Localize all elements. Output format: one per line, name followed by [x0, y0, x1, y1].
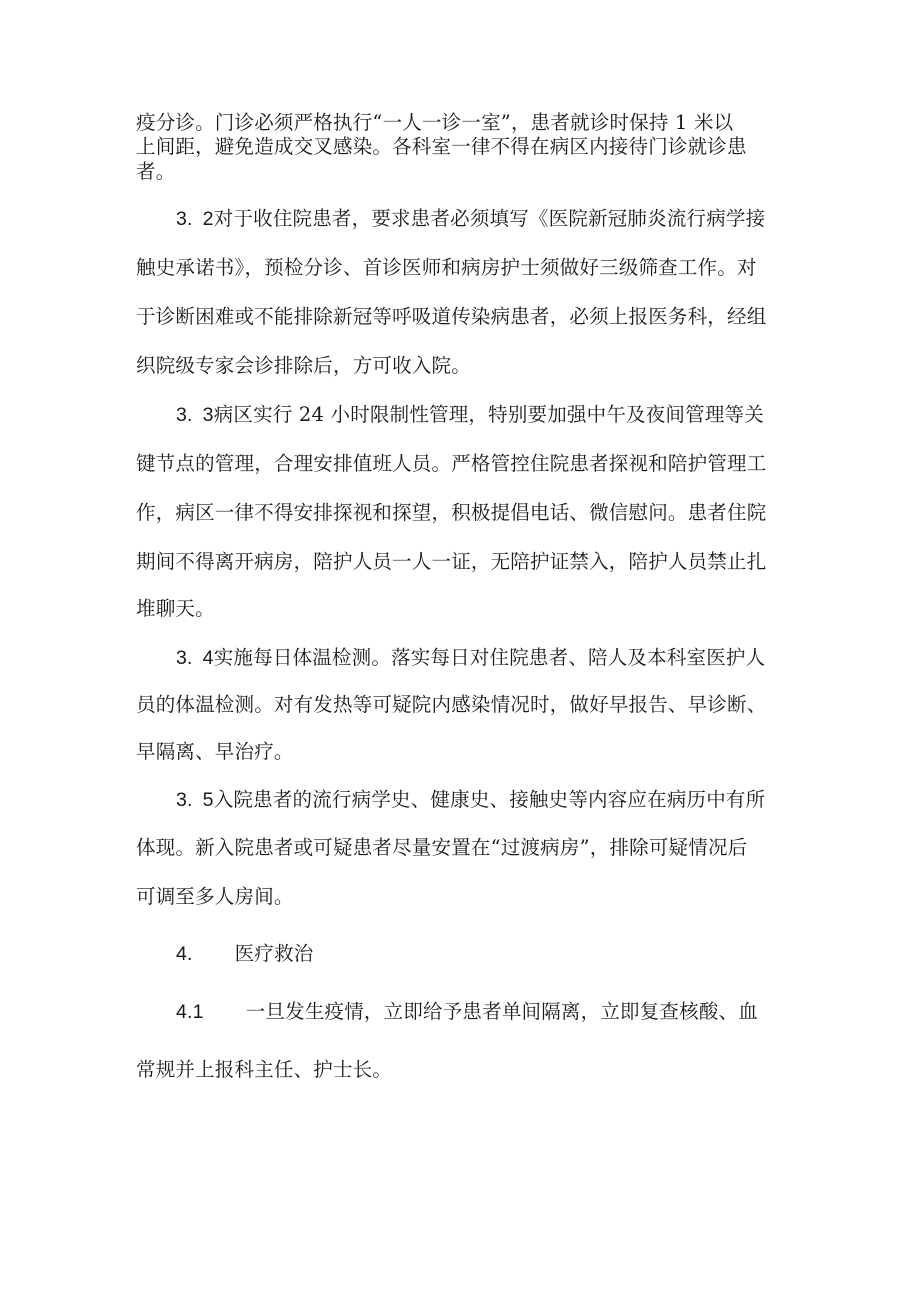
- section-number: 3.: [176, 647, 193, 669]
- section-number: 3.: [176, 789, 193, 811]
- section-3-5-line-1: [176, 789, 765, 811]
- section-3-4-line-1: [176, 647, 765, 669]
- section-subnumber: 5: [202, 789, 214, 811]
- section-3-2-line-2: 触史承诺书》，预检分诊、首诊医师和病房护士须做好三级筛查工作。对: [136, 256, 757, 279]
- section-text: 入院患者的流行病学史、健康史、接触史等内容应在病历中有所: [213, 788, 766, 811]
- section-3-2-line-4: 织院级专家会诊排除后，方可收入院。: [136, 354, 471, 377]
- section-subnumber: 2: [202, 208, 214, 230]
- section-4-1-line-2: 常规并上报科主任、护士长。: [136, 1058, 393, 1081]
- section-3-4-line-3: 早隔离、早治疗。: [136, 740, 294, 763]
- section-number: 4.1: [176, 1001, 204, 1023]
- section-3-3-line-5: 堆聊天。: [136, 597, 215, 620]
- section-text: 实施每日体温检测。落实每日对住院患者、陪人及本科室医护人: [213, 646, 766, 669]
- section-3-2-line-1: [176, 208, 765, 230]
- section-4-1-line-1: [176, 1001, 758, 1023]
- section-3-3-line-1: [176, 404, 764, 426]
- section-3-5-line-2: 体现。新入院患者或可疑患者尽量安置在“过渡病房”，排除可疑情况后: [136, 836, 748, 859]
- section-text: 病区实行 24 小时限制性管理，特别要加强中午及夜间管理等关: [213, 403, 764, 426]
- section-text: 一旦发生疫情，立即给予患者单间隔离，立即复查核酸、血: [245, 1000, 758, 1023]
- section-3-3-line-3: 作，病区一律不得安排探视和探望，积极提倡电话、微信慰问。患者住院: [136, 501, 767, 524]
- section-4-heading: [176, 943, 313, 965]
- section-3-3-line-4: 期间不得离开病房，陪护人员一人一证，无陪护证禁入，陪护人员禁止扎: [136, 550, 767, 573]
- p1-line-2: 上间距，避免造成交叉感染。各科室一律不得在病区内接待门诊就诊患: [136, 135, 747, 158]
- section-number: 3.: [176, 404, 193, 426]
- section-3-5-line-3: 可调至多人房间。: [136, 885, 294, 908]
- section-3-2-line-3: 于诊断困难或不能排除新冠等呼吸道传染病患者，必须上报医务科，经组: [136, 305, 767, 328]
- section-subnumber: 3: [202, 404, 214, 426]
- section-3-4-line-2: 员的体温检测。对有发热等可疑院内感染情况时，做好早报告、早诊断、: [136, 693, 767, 716]
- section-text: 对于收住院患者，要求患者必须填写《医院新冠肺炎流行病学接: [213, 207, 766, 230]
- section-3-3-line-2: 键节点的管理，合理安排值班人员。严格管控住院患者探视和陪护管理工: [136, 452, 767, 475]
- section-number: 3.: [176, 208, 193, 230]
- p1-line-1: 疫分诊。门诊必须严格执行“一人一诊一室”，患者就诊时保持 1 米以: [136, 111, 734, 134]
- section-subnumber: 4: [202, 647, 214, 669]
- section-title: 医疗救治: [234, 942, 314, 965]
- section-number: 4.: [176, 943, 193, 965]
- p1-line-3: 者。: [136, 160, 176, 183]
